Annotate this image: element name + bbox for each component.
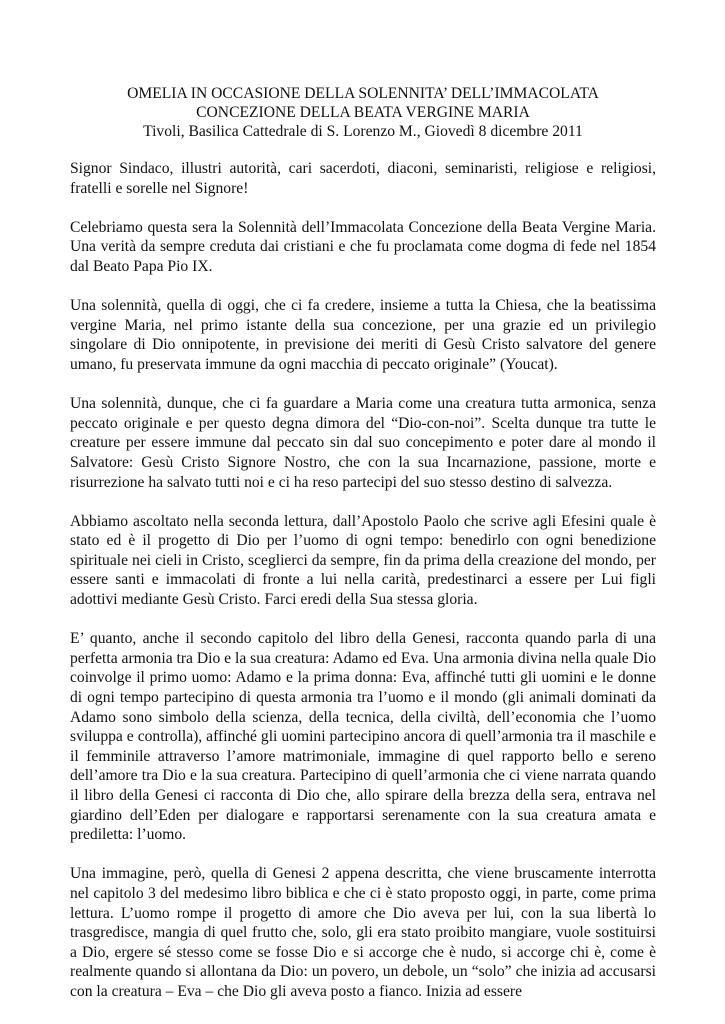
paragraph-genesis-rupture: Una immagine, però, quella di Genesi 2 appena descritta, che viene bruscamente interrotta nel capitolo 3 del medesimo libro biblica e che ci è stato proposto oggi, in parte, come prima lettura. L’uomo rompe il progetto di amore che Dio aveva per lui, con la sua libertà lo trasgredisce, mangia di quel frutto che, solo, gli era stato proibito mangiare, vuole sostituirsi a Dio, ergere sé stesso come se fosse Dio e si accorge che è nudo, si accorge chi è, come è realmente quando si allontana da Dio: un povero, un debole, un “solo” che inizia ad accusarsi con la creatura – Eva – che Dio gli aveva posto a fianco. Inizia ad essere xyxy=(70,865,656,1000)
title-place-date: Tivoli, Basilica Cattedrale di S. Lorenzo M., Giovedì 8 dicembre 2011 xyxy=(143,123,583,140)
paragraph-greeting: Signor Sindaco, illustri autorità, cari sacerdoti, diaconi, seminaristi, religiose e religiosi, fratelli e sorelle nel Signore! xyxy=(70,160,656,197)
document-page xyxy=(70,84,656,1002)
paragraph-celebration: Celebriamo questa sera la Solennità dell’Immacolata Concezione della Beata Vergine Maria. Una verità da sempre creduta dai cristiani e che fu proclamata come dogma di fede nel 1854 dal Beato Papa Pio IX. xyxy=(70,218,656,275)
paragraph-second-reading: Abbiamo ascoltato nella seconda lettura, dall’Apostolo Paolo che scrive agli Efesini quale è stato ed è il progetto di Dio per l’uomo di ogni tempo: benedirlo con ogni benedizione spirituale nei cieli in Cristo, sceglierci da sempre, fin da prima della creazione del mondo, per essere santi e immacolati di fronte a lui nella carità, predestinarci a essere per Lui figli adottivi mediante Gesù Cristo. Farci eredi della Sua stessa gloria. xyxy=(70,512,656,609)
title-line-2: CONCEZIONE DELLA BEATA VERGINE MARIA xyxy=(196,104,530,121)
paragraph-genesis-harmony: E’ quanto, anche il secondo capitolo del libro della Genesi, racconta quando parla di una perfetta armonia tra Dio e la sua creatura: Adamo ed Eva. Una armonia divina nella quale Dio coinvolge il primo uomo: Adamo e la prima donna: Eva, affinché tutti gli uomini e le donne di ogni tempo partecipino di questa armonia tra l’uomo e il mondo (gli animali dominati da Adamo sono simbolo della scienza, della tecnica, della civiltà, dell’economia che l’uomo sviluppa e controlla), affinché gli uomini partecipino ancora di quell’armonia tra il maschile e il femminile attraverso l’amore matrimoniale, immagine di quel rapporto bello e sereno dell’amore tra Dio e la sua creatura. Partecipino di quell’armonia che ci viene narrata quando il libro della Genesi ci racconta di Dio che, allo spirare della brezza della sera, entrava nel giardino dell’Eden per dialogare e rapportarsi serenamente con la sua creatura amata e prediletta: l’uomo. xyxy=(70,630,656,844)
paragraph-solemnity-belief: Una solennità, quella di oggi, che ci fa credere, insieme a tutta la Chiesa, che la beatissima vergine Maria, nel primo istante della sua concezione, per una grazie ed un privilegio singolare di Dio onnipotente, in previsione dei meriti di Gesù Cristo salvatore del genere umano, fu preservata immune da ogni macchia di peccato originale” (Youcat). xyxy=(70,297,656,373)
document-title xyxy=(70,84,656,141)
paragraph-solemnity-mary: Una solennità, dunque, che ci fa guardare a Maria come una creatura tutta armonica, senza peccato originale e per questo degna dimora del “Dio-con-noi”. Scelta dunque tra tutte le creature per essere immune dal peccato sin dal suo concepimento e poter dare al mondo il Salvatore: Gesù Cristo Signore Nostro, che con la sua Incarnazione, passione, morte e risurrezione ha salvato tutti noi e ci ha reso partecipi del suo stesso destino di salvezza. xyxy=(70,395,656,491)
title-line-1: OMELIA IN OCCASIONE DELLA SOLENNITA’ DELL’IMMACOLATA xyxy=(127,85,599,102)
